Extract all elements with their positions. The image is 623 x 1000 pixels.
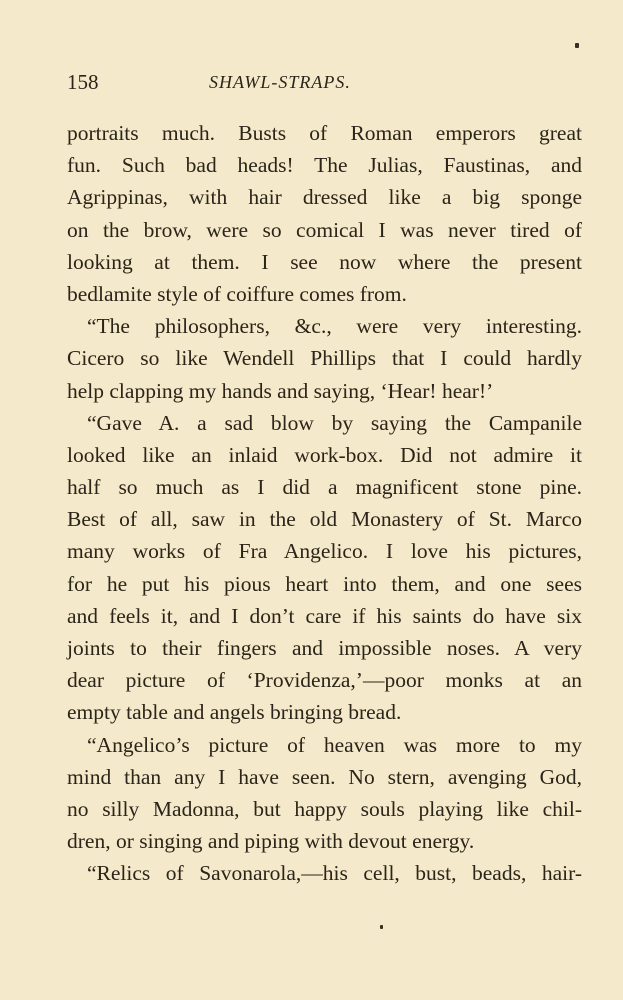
- text-line: Cicero so like Wendell Phillips that I could hardly: [67, 346, 582, 371]
- text-line: and feels it, and I don’t care if his saints do have six: [67, 603, 582, 628]
- text-line: empty table and angels bringing bread.: [67, 700, 402, 725]
- text-line: mind than any I have seen. No stern, avenging God,: [67, 764, 582, 789]
- text-line: many works of Fra Angelico. I love his pictures,: [67, 539, 582, 564]
- text-line: “Relics of Savonarola,—his cell, bust, beads, hair-: [87, 861, 582, 886]
- text-line: looked like an inlaid work-box. Did not admire it: [67, 442, 582, 467]
- text-line: Agrippinas, with hair dressed like a big sponge: [67, 185, 582, 210]
- running-header: [67, 70, 582, 100]
- page-number: 158: [67, 70, 99, 94]
- text-line: dren, or singing and piping with devout energy.: [67, 829, 475, 854]
- ink-speck: [380, 925, 383, 929]
- running-title: SHAWL-STRAPS.: [209, 72, 351, 92]
- text-line: Best of all, saw in the old Monastery of St. Marco: [67, 507, 582, 532]
- text-line: help clapping my hands and saying, ‘Hear! hear!’: [67, 378, 494, 403]
- text-line: half so much as I did a magnificent stone pine.: [67, 475, 582, 500]
- page-body-text: [67, 117, 582, 890]
- text-line: portraits much. Busts of Roman emperors great: [67, 121, 582, 145]
- text-line: dear picture of ‘Providenza,’—poor monks at an: [67, 668, 582, 693]
- text-line: looking at them. I see now where the present: [67, 249, 582, 274]
- text-line: joints to their fingers and impossible noses. A very: [67, 636, 582, 660]
- text-line: “Gave A. a sad blow by saying the Campanile: [87, 410, 582, 435]
- ink-speck: [575, 43, 579, 48]
- text-line: fun. Such bad heads! The Julias, Faustinas, and: [67, 153, 582, 178]
- text-line: “The philosophers, &c., were very interesting.: [87, 314, 582, 339]
- text-line: for he put his pious heart into them, and one sees: [67, 571, 582, 596]
- text-line: bedlamite style of coiffure comes from.: [67, 281, 407, 306]
- text-line: on the brow, were so comical I was never tired of: [67, 217, 582, 242]
- text-line: “Angelico’s picture of heaven was more to my: [87, 732, 582, 757]
- text-line: no silly Madonna, but happy souls playing like chil-: [67, 796, 582, 821]
